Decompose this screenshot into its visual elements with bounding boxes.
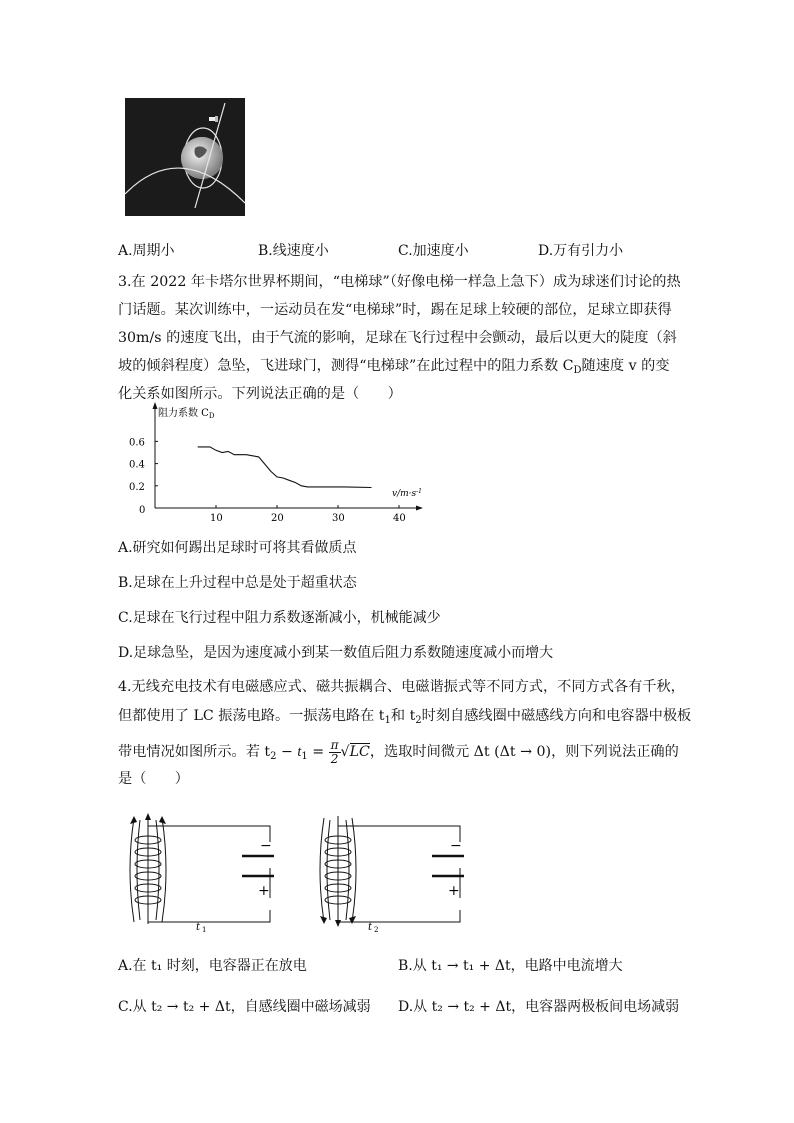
q2-option-d[interactable]: D.万有引力小 — [538, 243, 624, 259]
q4-option-b[interactable]: B.从 t₁ → t₁ + Δt，电路中电流增大 — [398, 958, 623, 974]
q3-option-b[interactable]: B.足球在上升过程中总是处于超重状态 — [118, 575, 357, 591]
y-tick-label: 0.4 — [129, 459, 145, 471]
x-tick-label: 30 — [332, 513, 345, 522]
svg-text:2: 2 — [374, 926, 379, 932]
svg-text:t: t — [368, 922, 373, 932]
q4-line-2: 但都使用了 LC 振荡电路。一振荡电路在 $t_1$和 $t_2$时刻自感线圈中磁感线方向和电容器中极板 — [118, 708, 692, 726]
q3-option-a[interactable]: A.研究如何踢出足球时可将其看做质点 — [118, 540, 357, 556]
q4-line-1: 4.无线充电技术有电磁感应式、磁共振耦合、电磁谐振式等不同方式，不同方式各有千秋， — [118, 679, 685, 695]
svg-text:−: − — [450, 838, 462, 854]
q4-option-c[interactable]: C.从 t₂ → t₂ + Δt，自感线圈中磁场减弱 — [118, 999, 371, 1015]
pi-over-2-fraction: $\frac{\pi}{2}$ — [330, 737, 339, 766]
y-axis-arrow — [153, 402, 158, 409]
svg-text:+: + — [258, 883, 270, 899]
origin-label: 0 — [139, 505, 146, 516]
q4-option-a[interactable]: A.在 t₁ 时刻，电容器正在放电 — [118, 958, 307, 974]
x-axis-label: $v/m\cdot s^{-1}$ — [392, 488, 422, 499]
q3-stem — [118, 268, 680, 408]
q4-line-3-a: 带电情况如图所示。若 t — [118, 744, 271, 760]
drag-coefficient-series-line — [198, 447, 372, 488]
q3-cd-subscript: D — [573, 365, 582, 376]
satellite-orbit-photo — [125, 98, 245, 216]
q4-line-3-b: ，选取时间微元 Δt (Δt → 0)，则下列说法正确的 — [369, 744, 679, 760]
y-tick-label: 0.6 — [129, 437, 145, 449]
q4-line-4: 是（ ） — [118, 771, 189, 787]
x-axis-arrow — [416, 506, 423, 511]
q2-option-a[interactable]: A.周期小 — [118, 243, 175, 259]
svg-text:t: t — [196, 922, 201, 932]
circuit-figure-t2 — [310, 810, 470, 932]
svg-text:−: − — [260, 838, 272, 854]
svg-text:1: 1 — [202, 926, 207, 932]
q3-line-4-head: 坡的倾斜程度）急坠，飞进球门，测得“电梯球”在此过程中的阻力系数 C — [118, 358, 574, 374]
x-tick-label: 10 — [210, 513, 223, 522]
q4-line-2-b: 和 t — [390, 708, 416, 724]
y-tick-label: 0.2 — [129, 481, 145, 493]
lc-circuit-t1 — [120, 810, 280, 932]
q3-option-c[interactable]: C.足球在飞行过程中阻力系数逐渐减小，机械能减少 — [118, 610, 441, 626]
sqrt-lc: √LC — [340, 744, 370, 760]
x-tick-label: 20 — [271, 513, 284, 522]
q3-line-5: 化关系如图所示。下列说法正确的是（ ） — [118, 386, 402, 402]
q4-line-3: 带电情况如图所示。若 $t_2 - t_1$ = $\frac{\pi}{2}$ √LC，选取时间微元 Δt (Δt → 0)，则下列说法正确的 — [118, 737, 679, 766]
chart-svg — [120, 400, 440, 522]
q3-line-4-tail: 随速度 v 的变 — [581, 358, 670, 374]
q3-line-4 — [118, 352, 680, 380]
q4-line-2-c: 时刻自感线圈中磁感线方向和电容器中极板 — [421, 708, 692, 724]
q2-option-b[interactable]: B.线速度小 — [258, 243, 329, 259]
q4-line-2-a: 但都使用了 LC 振荡电路。一振荡电路在 t — [118, 708, 385, 724]
q3-line-2: 门话题。某次训练中，一运动员在发“电梯球”时，踢在足球上较硬的部位，足球立即获得 — [118, 302, 672, 318]
q3-option-d[interactable]: D.足球急坠，是因为速度减小到某一数值后阻力系数随速度减小而增大 — [118, 645, 554, 661]
satellite-orbit-illustration — [125, 98, 245, 216]
lc-circuit-t2 — [310, 810, 470, 932]
circuit-figure-t1 — [120, 810, 280, 932]
x-tick-label: 40 — [393, 513, 406, 522]
q3-line-3: 30m/s 的速度飞出，由于气流的影响，足球在飞行过程中会颤动，最后以更大的陡度（斜 — [118, 330, 677, 346]
q2-option-c[interactable]: C.加速度小 — [398, 243, 469, 259]
y-axis-label: 阻力系数 $C_D$ — [158, 408, 215, 420]
svg-text:+: + — [448, 883, 460, 899]
drag-coefficient-chart — [120, 400, 440, 522]
q3-line-1: 3.在 2022 年卡塔尔世界杯期间，“电梯球”（好像电梯一样急上急下）成为球迷们讨论的热 — [118, 274, 681, 290]
q4-option-d[interactable]: D.从 t₂ → t₂ + Δt，电容器两极板间电场减弱 — [398, 999, 680, 1015]
